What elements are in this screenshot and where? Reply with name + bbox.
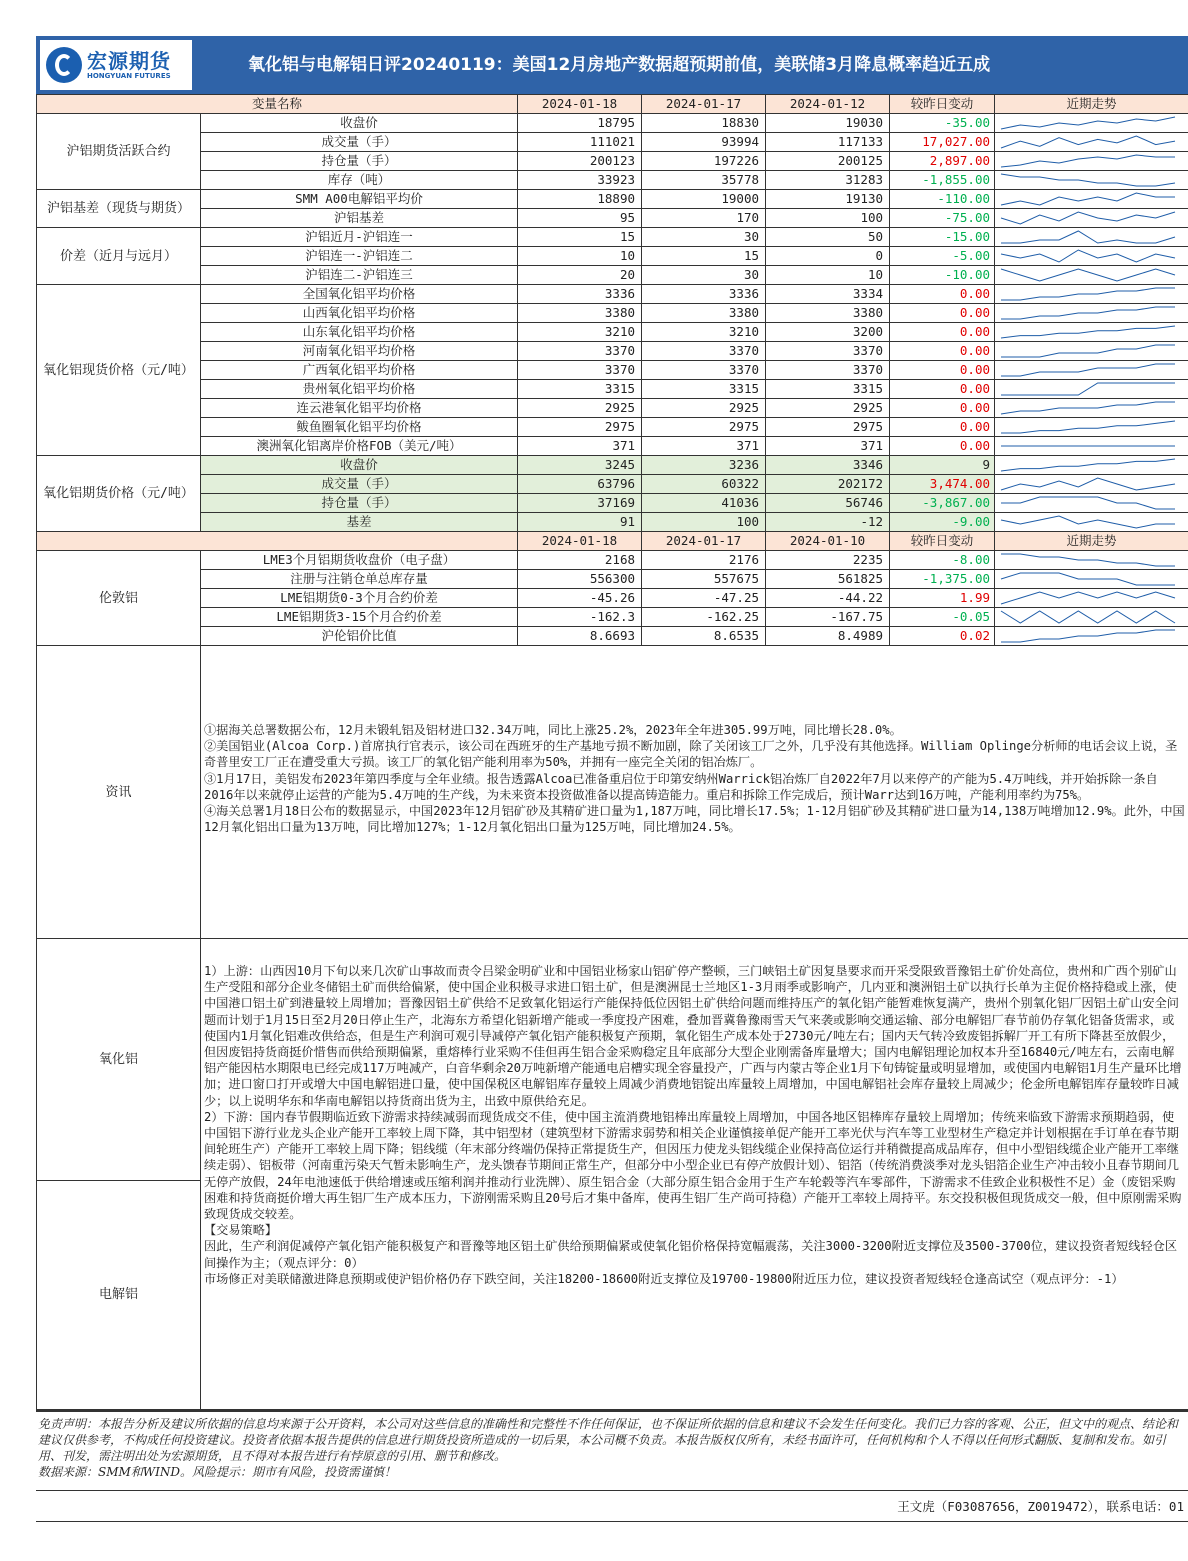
daily-change: -3,867.00	[890, 494, 995, 513]
value-date-1: 3315	[518, 380, 642, 399]
trend-sparkline	[995, 589, 1188, 608]
analysis-paragraph: 市场修正对美联储激进降息预期或使沪铝价格仍存下跌空间，关注18200-18600附近支撑位及19700-19800附近压力位，建议投资者短线轻仓逢高试空（观点评分：-1）	[204, 1271, 1124, 1286]
table-row	[37, 228, 1188, 247]
disclaimer-text: 免责声明：本报告分析及建议所依据的信息均来源于公开资料，本公司对这些信息的准确性和完整性不作任何保证，也不保证所依据的信息和建议不会发生任何变化。我们已力容的客观、公正，但文中的观点、结论和建议仅供参考，不构成任何投资建议。投资者依据本报告提供的信息进行期货投资所造成的一切后果，本公司概不负责。本报告版权仅所有，未经书面许可，任何机构和个人不得以任何形式翻版、复制和发布。如引用、刊发，需注明出处为宏源期货，且不得对本报告进行有悖原意的引用、删节和修改。	[38, 1417, 1179, 1463]
value-date-1: 15	[518, 228, 642, 247]
value-date-2: 3236	[642, 456, 766, 475]
value-date-3: 3315	[766, 380, 890, 399]
daily-change: -35.00	[890, 114, 995, 133]
trend-sparkline	[995, 418, 1188, 437]
row-name: 沪铝近月-沪铝连一	[201, 228, 518, 247]
value-date-3: 100	[766, 209, 890, 228]
value-date-2: 170	[642, 209, 766, 228]
value-date-2: 3370	[642, 361, 766, 380]
trend-sparkline	[995, 342, 1188, 361]
table-row	[37, 608, 1188, 627]
report-header	[36, 36, 1188, 94]
value-date-1: 37169	[518, 494, 642, 513]
value-date-1: 3210	[518, 323, 642, 342]
value-date-2: 60322	[642, 475, 766, 494]
table-row	[37, 456, 1188, 475]
daily-change: 3,474.00	[890, 475, 995, 494]
col-header-date-2: 2024-01-17	[642, 532, 766, 551]
group-label: 氧化铝期货价格（元/吨）	[37, 456, 201, 532]
trend-sparkline	[995, 209, 1188, 228]
row-name: SMM A00电解铝平均价	[201, 190, 518, 209]
value-date-3: -12	[766, 513, 890, 532]
value-date-3: 2235	[766, 551, 890, 570]
value-date-3: 3380	[766, 304, 890, 323]
trend-sparkline	[995, 114, 1188, 133]
value-date-3: 8.4989	[766, 627, 890, 646]
news-row	[37, 646, 1188, 939]
value-date-1: 63796	[518, 475, 642, 494]
value-date-3: -44.22	[766, 589, 890, 608]
logo-icon	[46, 47, 82, 83]
value-date-3: 50	[766, 228, 890, 247]
trend-sparkline	[995, 228, 1188, 247]
daily-change: 9	[890, 456, 995, 475]
row-name: 注册与注销仓单总库存量	[201, 570, 518, 589]
table-row	[37, 266, 1188, 285]
company-logo	[40, 40, 192, 90]
trend-sparkline	[995, 399, 1188, 418]
value-date-2: 18830	[642, 114, 766, 133]
daily-change: -9.00	[890, 513, 995, 532]
table-row	[37, 494, 1188, 513]
daily-change: 0.00	[890, 342, 995, 361]
trend-sparkline	[995, 285, 1188, 304]
value-date-1: -45.26	[518, 589, 642, 608]
value-date-1: 371	[518, 437, 642, 456]
daily-change: 0.02	[890, 627, 995, 646]
table-row	[37, 304, 1188, 323]
table-row	[37, 589, 1188, 608]
news-item: ④海关总署1月18日公布的数据显示，中国2023年12月铝矿砂及其精矿进口量为1,187万吨，同比增长17.5%；1-12月铝矿砂及其精矿进口量为14,138万吨增加12.9%。此外，中国12月氧化铝出口量为13万吨，同比增加127%；1-12月氧化铝出口量为125万吨，同比增加24.5%。	[204, 804, 1185, 835]
column-header-row	[37, 532, 1188, 551]
value-date-1: 2925	[518, 399, 642, 418]
col-header-name	[37, 532, 518, 551]
col-header-date-2: 2024-01-17	[642, 95, 766, 114]
table-row	[37, 627, 1188, 646]
trend-sparkline	[995, 247, 1188, 266]
trend-sparkline	[995, 171, 1188, 190]
value-date-3: 561825	[766, 570, 890, 589]
col-header-date-3: 2024-01-10	[766, 532, 890, 551]
data-source-text: 数据来源：SMM和WIND。风险提示：期市有风险，投资需谨慎！	[38, 1465, 396, 1479]
value-date-1: 3380	[518, 304, 642, 323]
value-date-1: 3370	[518, 342, 642, 361]
row-name: 山西氧化铝平均价格	[201, 304, 518, 323]
col-header-change: 较昨日变动	[890, 532, 995, 551]
trend-sparkline	[995, 133, 1188, 152]
row-name: 全国氧化铝平均价格	[201, 285, 518, 304]
col-header-change: 较昨日变动	[890, 95, 995, 114]
daily-change: -8.00	[890, 551, 995, 570]
table-row	[37, 399, 1188, 418]
report-sheet	[36, 36, 1188, 1522]
trend-sparkline	[995, 190, 1188, 209]
row-name: 沪伦铝价比值	[201, 627, 518, 646]
value-date-2: 371	[642, 437, 766, 456]
trend-sparkline	[995, 152, 1188, 171]
table-row	[37, 361, 1188, 380]
row-name: 沪铝连二-沪铝连三	[201, 266, 518, 285]
value-date-3: 2925	[766, 399, 890, 418]
row-name: 广西氧化铝平均价格	[201, 361, 518, 380]
trend-sparkline	[995, 380, 1188, 399]
daily-change: 0.00	[890, 437, 995, 456]
value-date-1: 2168	[518, 551, 642, 570]
col-header-trend: 近期走势	[995, 532, 1188, 551]
value-date-1: 556300	[518, 570, 642, 589]
table-row	[37, 513, 1188, 532]
table-row	[37, 551, 1188, 570]
value-date-1: 18795	[518, 114, 642, 133]
value-date-1: 111021	[518, 133, 642, 152]
row-name: 贵州氧化铝平均价格	[201, 380, 518, 399]
news-item: ③1月17日，美铝发布2023年第四季度与全年业绩。报告透露Alcoa已准备重启位于印第安纳州Warrick铝冶炼厂自2022年7月以来停产的产能为5.4万吨线，并开始拆除一条自2016年以来就停止运营的产能为5.4万吨的生产线，为未来资本投资做准备以提高铸造能力。重启和拆除工作完成后，预计Warr达到16万吨，产能利用率约为75%。	[204, 771, 1158, 802]
row-name: 鲅鱼圈氧化铝平均价格	[201, 418, 518, 437]
value-date-2: 19000	[642, 190, 766, 209]
row-name: 基差	[201, 513, 518, 532]
value-date-1: 10	[518, 247, 642, 266]
analysis-paragraph: 2）下游：国内春节假期临近致下游需求持续减弱而现货成交不佳，使中国主流消费地铝棒出库量较上周增加，中国各地区铝棒库存量较上周增加；传统来临致下游需求预期趋弱，使中国铝下游行业龙头企业产能开工率较上周下降，其中铝型材（建筑型材下游需求弱势和相关企业谨慎接单促产能开工率光伏与汽车等工业型材生产稳定并计划根据在手订单在春节期间轮班生产）产能开工率较上周下降；铝线缆（年末部分终端仍保持正常提货生产，但因压力使龙头铝线缆企业保持高位运行并稍微提高成品库存，但中小型铝线缆企业产能开工率继续走弱）、铝板带（河南重污染天气暂未影响生产，龙头馈春节期间正常生产，但部分中小型企业已有停产放假计划）、铝箔（传统消费淡季对龙头铝箔企业生产冲击较小且春节期间几无停产放假，24年电池速低于供给增速或压缩利润并推动行业洗牌）、原生铝合金（大部分原生铝合金用于生产车轮毂等汽车零部件，下游需求不佳致企业积极性不足）金（废铝采购困难和持货商挺价增大再生铝厂生产成本压力，下游刚需采购且20号后才集中备库，使再生铝厂生产尚可持稳）产能开工率较上周持平。东交投积极但现货成交一般，但中原刚需采购致现货成交较差。	[204, 1109, 1182, 1222]
value-date-2: 30	[642, 228, 766, 247]
trend-sparkline	[995, 266, 1188, 285]
value-date-3: 2975	[766, 418, 890, 437]
value-date-2: 197226	[642, 152, 766, 171]
daily-change: -10.00	[890, 266, 995, 285]
table-row	[37, 380, 1188, 399]
value-date-2: 3370	[642, 342, 766, 361]
row-name: LME铝期货0-3个月合约价差	[201, 589, 518, 608]
group-label: 沪铝期货活跃合约	[37, 114, 201, 190]
value-date-1: 18890	[518, 190, 642, 209]
table-row	[37, 342, 1188, 361]
alumina-label: 氧化铝	[37, 940, 200, 1181]
trend-sparkline	[995, 608, 1188, 627]
daily-change: -110.00	[890, 190, 995, 209]
value-date-3: 31283	[766, 171, 890, 190]
value-date-1: 3370	[518, 361, 642, 380]
daily-change: 0.00	[890, 361, 995, 380]
col-header-trend: 近期走势	[995, 95, 1188, 114]
value-date-3: 19130	[766, 190, 890, 209]
group-label: 伦敦铝	[37, 551, 201, 646]
logo-name-en: HONGYUAN FUTURES	[87, 71, 171, 80]
disclaimer	[36, 1410, 1188, 1484]
analysis-labels	[37, 939, 201, 1410]
value-date-1: 20	[518, 266, 642, 285]
col-header-date-1: 2024-01-18	[518, 95, 642, 114]
table-row	[37, 475, 1188, 494]
table-row	[37, 114, 1188, 133]
row-name: 河南氧化铝平均价格	[201, 342, 518, 361]
row-name: 沪铝连一-沪铝连二	[201, 247, 518, 266]
table-row	[37, 437, 1188, 456]
news-content	[201, 646, 1188, 939]
value-date-2: 3336	[642, 285, 766, 304]
group-label: 沪铝基差（现货与期货）	[37, 190, 201, 228]
row-name: 持仓量（手）	[201, 494, 518, 513]
daily-change: 0.00	[890, 380, 995, 399]
daily-change: -1,375.00	[890, 570, 995, 589]
trend-sparkline	[995, 513, 1188, 532]
trend-sparkline	[995, 475, 1188, 494]
trend-sparkline	[995, 361, 1188, 380]
trend-sparkline	[995, 323, 1188, 342]
value-date-1: 8.6693	[518, 627, 642, 646]
value-date-2: 8.6535	[642, 627, 766, 646]
table-row	[37, 570, 1188, 589]
aluminum-label: 电解铝	[98, 1287, 138, 1302]
table-row	[37, 171, 1188, 190]
row-name: 成交量（手）	[201, 133, 518, 152]
daily-change: 0.00	[890, 323, 995, 342]
value-date-2: 2925	[642, 399, 766, 418]
analysis-paragraph: 1）上游：山西因10月下旬以来几次矿山事故而责令吕梁金明矿业和中国铝业杨家山铝矿停产整顿，三门峡铝土矿因复垦要求而开采受限致晋豫铝土矿价处高位，贵州和广西个别矿山生产受阻和部分企业冬储铝土矿而供给偏紧，使中国企业积极寻求进口铝土矿，但是澳洲昆士兰地区1-3月雨季或影响产，几内亚和澳洲铝土矿以执行长单为主促价格持稳或上涨，使中国港口铝土矿到港量较上周增加；晋豫因铝土矿供给不足致氧化铝运行产能保持低位因铝土矿供给问题而维持压产的氧化铝产能暂难恢复满产，贵州个别氧化铝厂因铝土矿山安全问题而计划于1月15日至2月20日停止生产，北海东方希望化铝新增产能或一季度投产困难，叠加晋冀鲁豫雨雪天气来袭或影响交通运输、部分电解铝厂春节前仍存氧化铝备货需求，或使国内1月氧化铝难改供给态，但是生产利润可观引导减停产氧化铝产能积极复产预期，氧化铝生产成本处于2730元/吨左右；国内天气转冷致废铝拆解厂开工有所下降甚至放假少，但因废铝持货商挺价惜售而供给预期偏紧，重熔棒行业采购不佳但再生铝合金采购稳定且年底部分大型企业刚需备库量增大；国内电解铝理论加权本升至16840元/吨左右，云南电解铝产能因枯水期限电已经完成117万吨减产，白音华剩余20万吨新增产能通电启槽实现全容量投产，广西与内蒙古等企业1月下旬铸锭量或明显增加，或使国内电解铝1月生产量环比增加；进口窗口打开或增大中国电解铝进口量，使中国保税区电解铝库存量较上周减少消费地铝锭出库量较上周增加，中国电解铝社会库存量较上周减少；伦金所电解铝库存量较昨日减少；以上说明华东和华南电解铝以持货商出货为主，出致中原供给充足。	[204, 964, 1182, 1108]
value-date-3: 3370	[766, 342, 890, 361]
news-label: 资讯	[37, 646, 201, 939]
row-name: LME铝期货3-15个月合约价差	[201, 608, 518, 627]
value-date-2: 41036	[642, 494, 766, 513]
daily-change: -15.00	[890, 228, 995, 247]
trend-sparkline	[995, 304, 1188, 323]
trend-sparkline	[995, 570, 1188, 589]
value-date-1: 2975	[518, 418, 642, 437]
row-name: 库存（吨）	[201, 171, 518, 190]
trend-sparkline	[995, 627, 1188, 646]
value-date-2: 2975	[642, 418, 766, 437]
daily-change: 0.00	[890, 304, 995, 323]
analysis-paragraph: 因此，生产利润促减停产氧化铝产能积极复产和晋豫等地区铝土矿供给预期偏紧或使氧化铝价格保持宽幅震荡，关注3000-3200附近支撑位及3500-3700位，建议投资者短线轻仓区间操作为主；（观点评分：0）	[204, 1239, 1178, 1270]
row-name: 持仓量（手）	[201, 152, 518, 171]
value-date-1: 200123	[518, 152, 642, 171]
row-name: 澳洲氧化铝离岸价格FOB（美元/吨）	[201, 437, 518, 456]
value-date-2: 3380	[642, 304, 766, 323]
value-date-2: 30	[642, 266, 766, 285]
value-date-1: -162.3	[518, 608, 642, 627]
row-name: 收盘价	[201, 114, 518, 133]
value-date-3: 0	[766, 247, 890, 266]
daily-change: 17,027.00	[890, 133, 995, 152]
table-row	[37, 152, 1188, 171]
value-date-3: 3200	[766, 323, 890, 342]
trend-sparkline	[995, 456, 1188, 475]
group-label: 价差（近月与远月）	[37, 228, 201, 285]
table-row	[37, 190, 1188, 209]
news-item: ①据海关总署数据公布，12月未锻轧铝及铝材进口32.34万吨，同比上涨25.2%，2023年全年进305.99万吨，同比增长28.0%。	[204, 723, 902, 737]
daily-change: -0.05	[890, 608, 995, 627]
value-date-2: -47.25	[642, 589, 766, 608]
logo-name-cn: 宏源期货	[87, 48, 171, 73]
value-date-2: 15	[642, 247, 766, 266]
value-date-3: 117133	[766, 133, 890, 152]
table-row	[37, 323, 1188, 342]
value-date-2: 35778	[642, 171, 766, 190]
data-table	[36, 94, 1188, 1410]
table-row	[37, 247, 1188, 266]
value-date-3: 19030	[766, 114, 890, 133]
daily-change: 1.99	[890, 589, 995, 608]
value-date-2: 3210	[642, 323, 766, 342]
value-date-3: 371	[766, 437, 890, 456]
value-date-1: 3336	[518, 285, 642, 304]
analysis-content	[201, 939, 1188, 1410]
value-date-2: 93994	[642, 133, 766, 152]
value-date-1: 91	[518, 513, 642, 532]
report-title: 氧化铝与电解铝日评20240119：美国12月房地产数据超预期前值，美联储3月降息概率趋近五成	[248, 55, 991, 75]
column-header-row	[37, 95, 1188, 114]
value-date-2: 2176	[642, 551, 766, 570]
row-name: 连云港氧化铝平均价格	[201, 399, 518, 418]
value-date-3: -167.75	[766, 608, 890, 627]
contact-line: 王文虎（F03087656，Z0019472），联系电话：01	[36, 1490, 1188, 1522]
value-date-2: 100	[642, 513, 766, 532]
daily-change: 2,897.00	[890, 152, 995, 171]
col-header-name: 变量名称	[37, 95, 518, 114]
value-date-1: 33923	[518, 171, 642, 190]
trend-sparkline	[995, 551, 1188, 570]
col-header-date-1: 2024-01-18	[518, 532, 642, 551]
col-header-date-3: 2024-01-12	[766, 95, 890, 114]
value-date-3: 3346	[766, 456, 890, 475]
value-date-3: 10	[766, 266, 890, 285]
table-row	[37, 418, 1188, 437]
analysis-paragraph: 【交易策略】	[204, 1223, 278, 1238]
trend-sparkline	[995, 437, 1188, 456]
trend-sparkline	[995, 494, 1188, 513]
value-date-2: -162.25	[642, 608, 766, 627]
news-item: ②美国铝业(Alcoa Corp.)首席执行官表示，该公司在西班牙的生产基地亏损不断加剧，除了关闭该工厂之外，几乎没有其他选择。William Oplinge分析师的电话会议上说，圣奇普里安工厂正在遭受重大亏损。该工厂的氧化铝产能利用率为50%，并拥有一座完全关闭的铝冶炼厂。	[204, 739, 1178, 770]
value-date-3: 200125	[766, 152, 890, 171]
daily-change: -5.00	[890, 247, 995, 266]
daily-change: 0.00	[890, 418, 995, 437]
daily-change: 0.00	[890, 399, 995, 418]
row-name: 收盘价	[201, 456, 518, 475]
value-date-2: 3315	[642, 380, 766, 399]
table-row	[37, 209, 1188, 228]
analysis-row	[37, 939, 1188, 1410]
value-date-1: 3245	[518, 456, 642, 475]
daily-change: -1,855.00	[890, 171, 995, 190]
value-date-3: 202172	[766, 475, 890, 494]
row-name: 沪铝基差	[201, 209, 518, 228]
value-date-2: 557675	[642, 570, 766, 589]
group-label: 氧化铝现货价格（元/吨）	[37, 285, 201, 456]
value-date-3: 3370	[766, 361, 890, 380]
row-name: 成交量（手）	[201, 475, 518, 494]
daily-change: 0.00	[890, 285, 995, 304]
value-date-3: 56746	[766, 494, 890, 513]
value-date-3: 3334	[766, 285, 890, 304]
table-row	[37, 133, 1188, 152]
daily-change: -75.00	[890, 209, 995, 228]
table-row	[37, 285, 1188, 304]
row-name: LME3个月铝期货收盘价（电子盘）	[201, 551, 518, 570]
row-name: 山东氧化铝平均价格	[201, 323, 518, 342]
value-date-1: 95	[518, 209, 642, 228]
